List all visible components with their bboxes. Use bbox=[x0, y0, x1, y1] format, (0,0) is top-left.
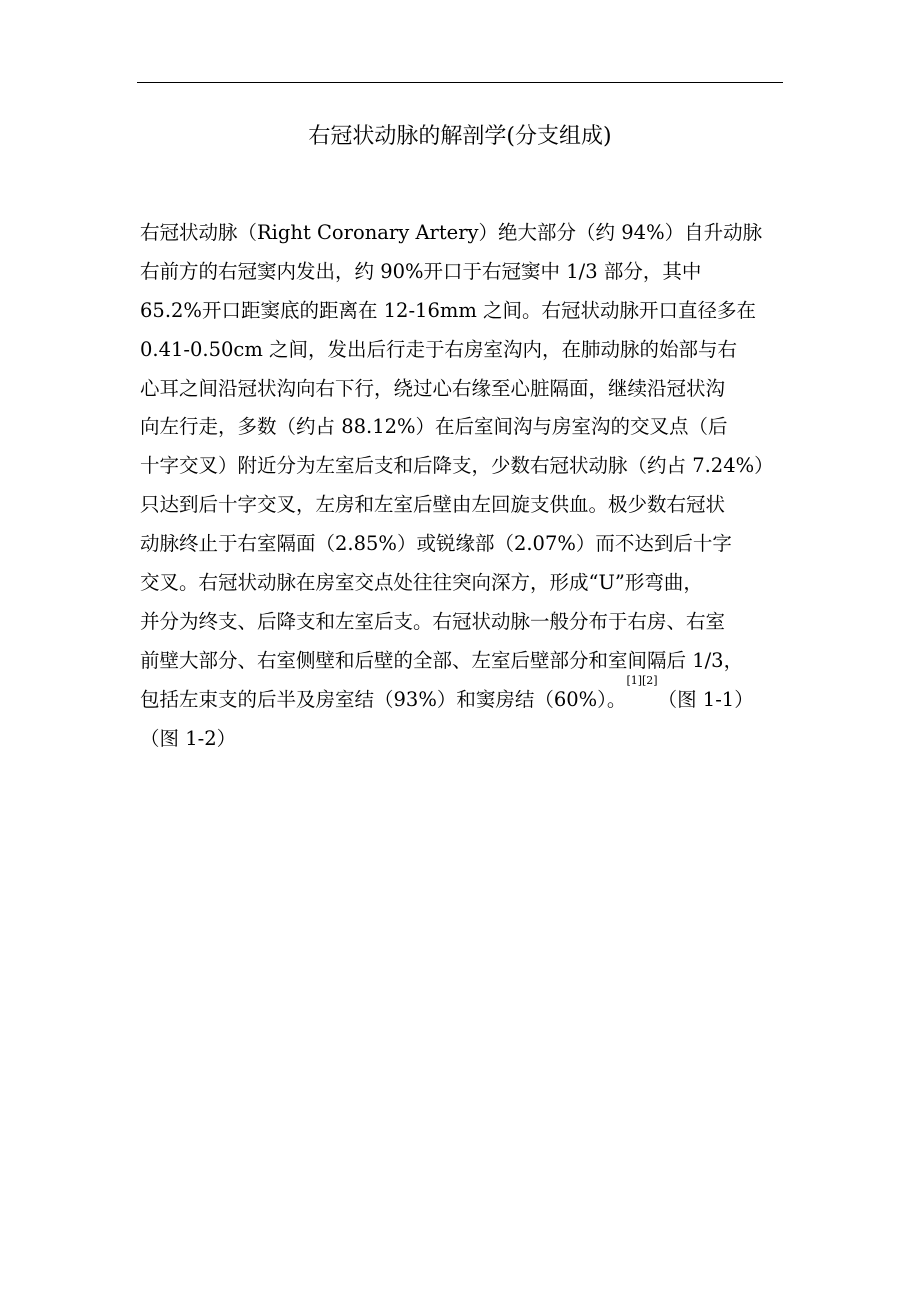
paragraph-line: 0.41-0.50cm 之间，发出后行走于右房室沟内，在肺动脉的始部与右 bbox=[140, 337, 738, 361]
paragraph-line: 心耳之间沿冠状沟向右下行，绕过心右缘至心脏隔面，继续沿冠状沟 bbox=[140, 376, 726, 400]
figure-reference: （图 1-1） bbox=[657, 687, 754, 711]
paragraph-line: 右冠状动脉（Right Coronary Artery）绝大部分（约 94%）自升动脉 bbox=[140, 221, 763, 244]
paragraph-line: 并分为终支、后降支和左室后支。右冠状动脉一般分布于右房、右室 bbox=[140, 609, 726, 633]
paragraph-line: 向左行走，多数（约占 88.12%）在后室间沟与房室沟的交叉点（后 bbox=[140, 415, 728, 439]
paragraph-line: 交叉。右冠状动脉在房室交点处往往突向深方，形成“U”形弯曲， bbox=[140, 571, 703, 595]
citation-preceding-text: 包括左束支的后半及房室结（93%）和窦房结（60%）。 bbox=[140, 687, 627, 711]
header-rule bbox=[137, 82, 783, 83]
paragraph-line: （图 1-2） bbox=[140, 726, 237, 750]
paragraph-line: 动脉终止于右室隔面（2.85%）或锐缘部（2.07%）而不达到后十字 bbox=[140, 532, 732, 556]
paragraph-line-with-citation bbox=[140, 673, 790, 720]
paragraph-line: 只达到后十字交叉，左房和左室后壁由左回旋支供血。极少数右冠状 bbox=[140, 493, 726, 517]
paragraph-line: 右前方的右冠窦内发出，约 90%开口于右冠窦中 1/3 部分，其中 bbox=[140, 259, 702, 283]
body-paragraph bbox=[140, 214, 790, 758]
paragraph-line: 前壁大部分、右室侧壁和后壁的全部、左室后壁部分和室间隔后 1/3， bbox=[140, 648, 744, 672]
document-title: 右冠状动脉的解剖学(分支组成) bbox=[308, 124, 612, 149]
paragraph-line: 十字交叉）附近分为左室后支和后降支，少数右冠状动脉（约占 7.24%） bbox=[140, 454, 774, 478]
paragraph-line: 65.2%开口距窦底的距离在 12-16mm 之间。右冠状动脉开口直径多在 bbox=[140, 298, 757, 322]
citation-reference[interactable]: [1][2] bbox=[626, 673, 658, 687]
